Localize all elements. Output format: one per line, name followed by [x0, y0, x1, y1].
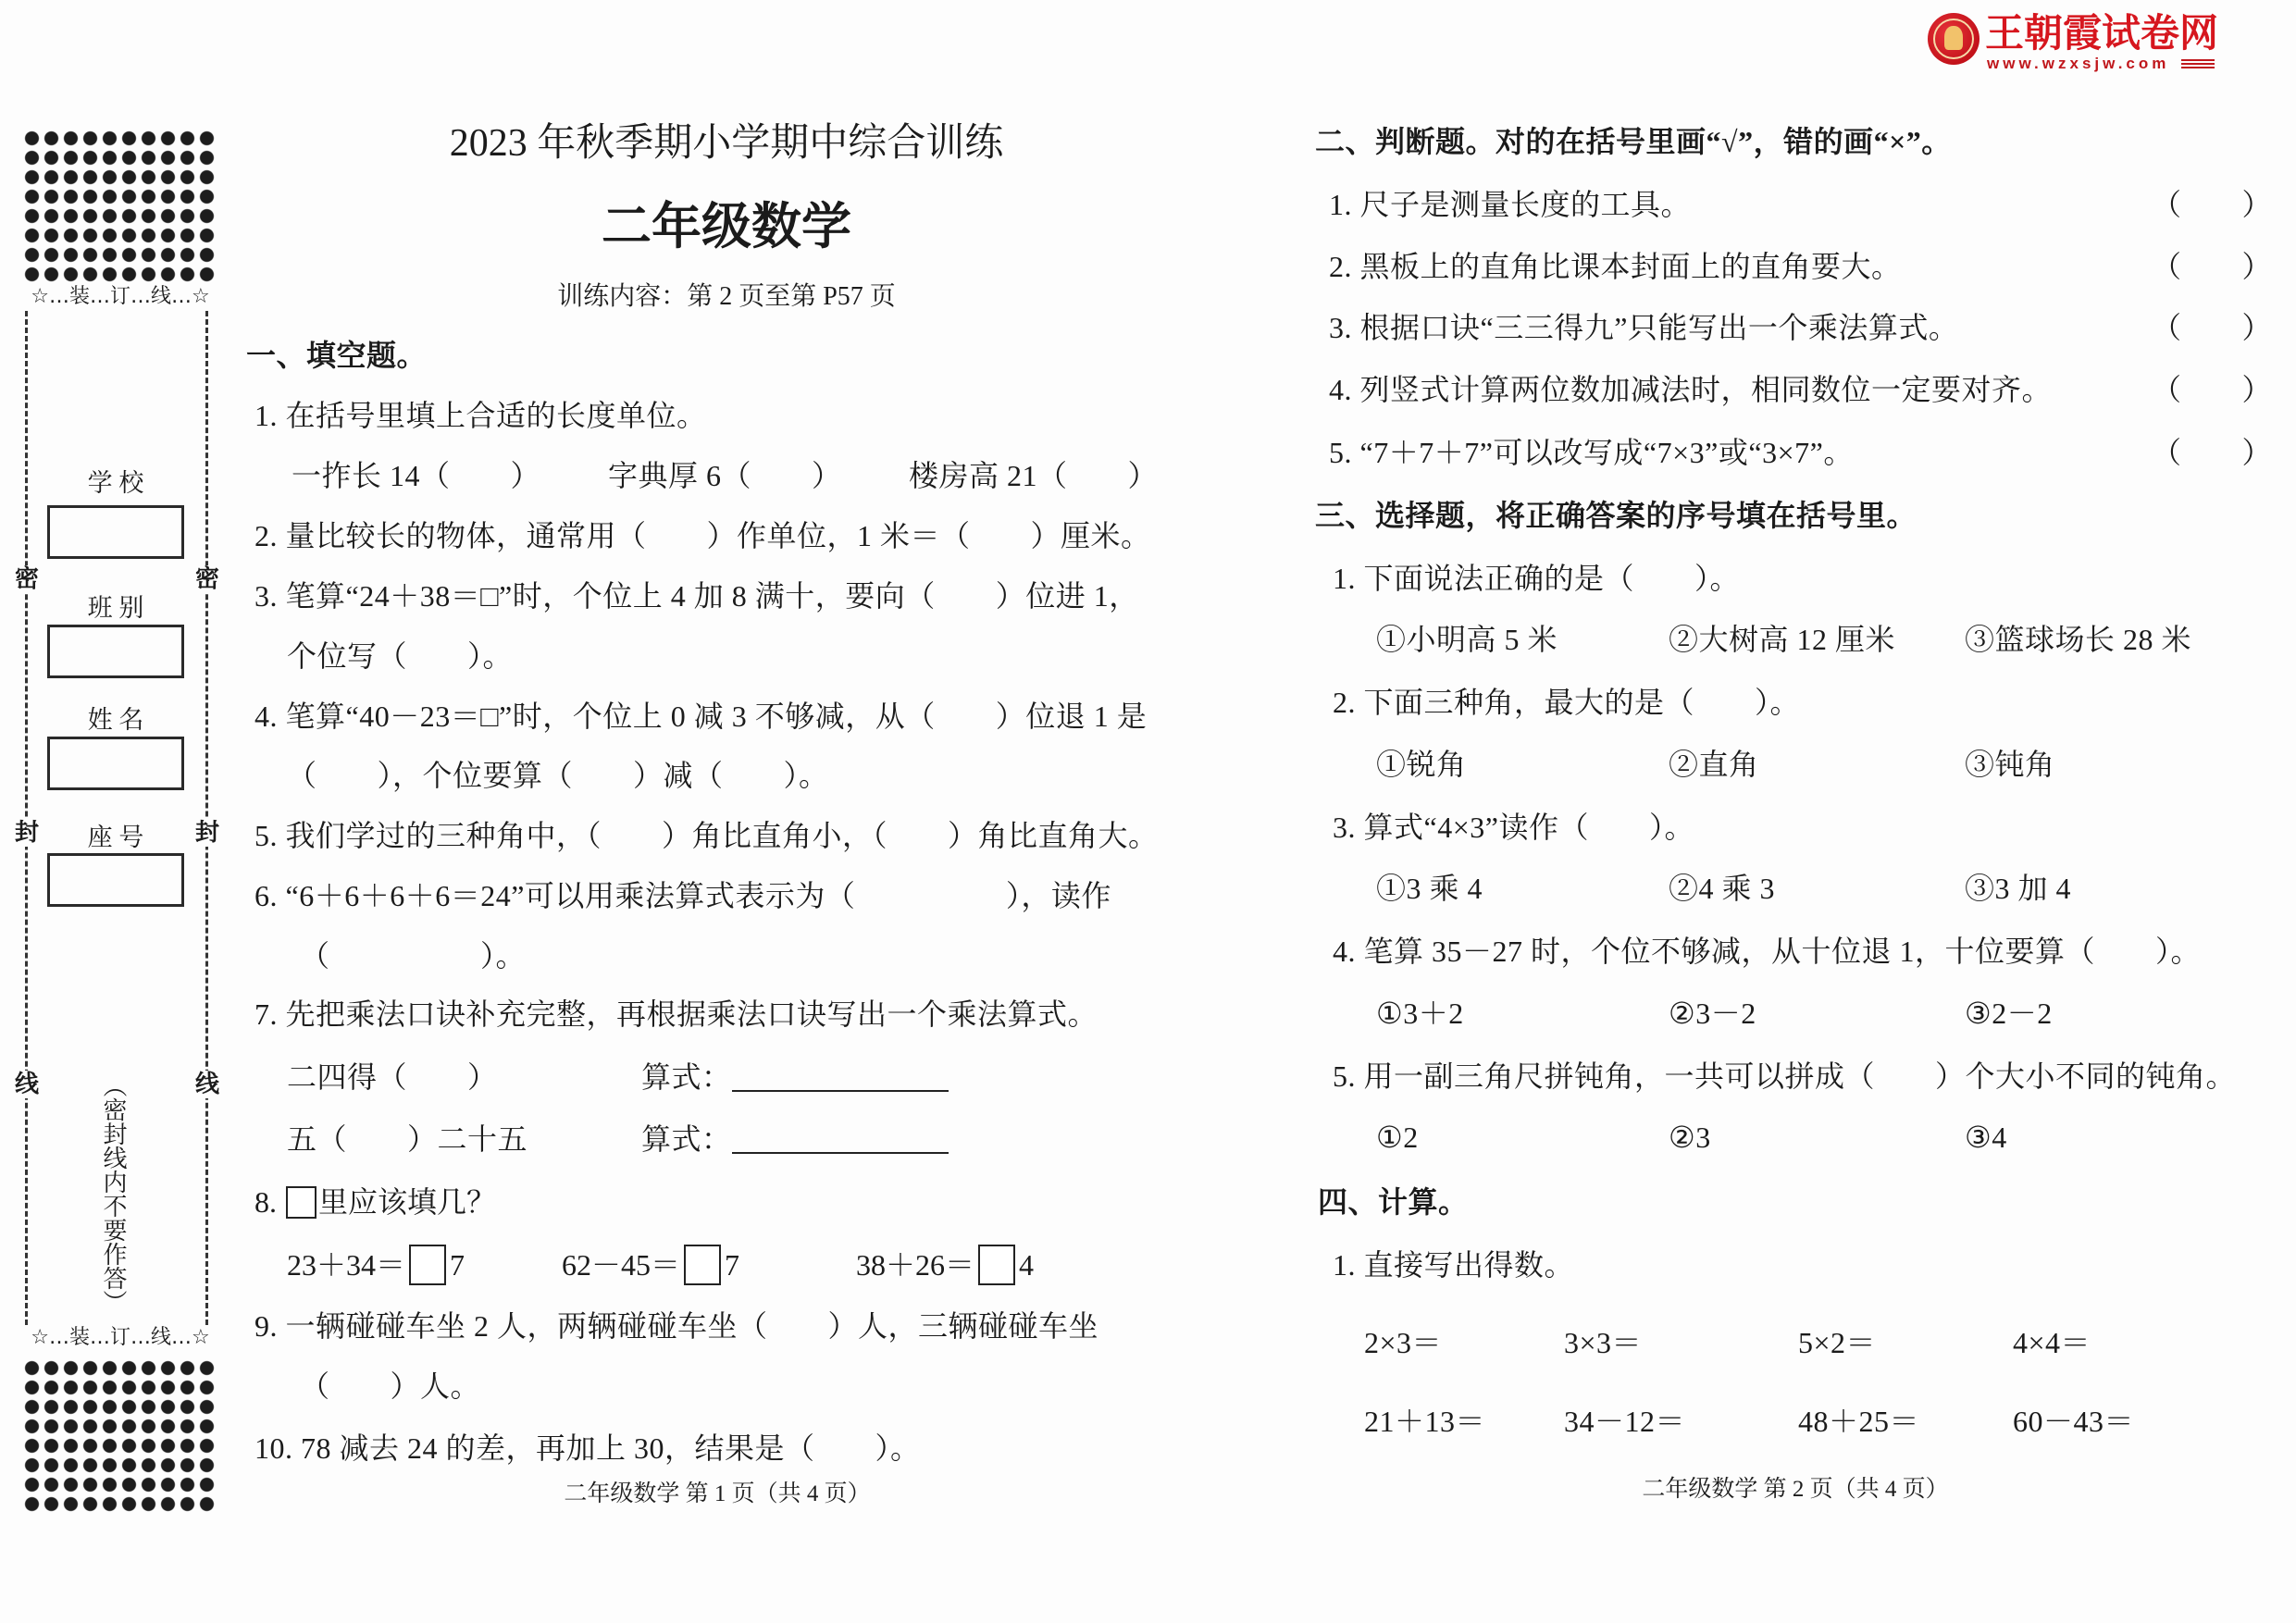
judgement-item-5: 5. “7＋7＋7”可以改写成“7×3”或“3×7”。	[1329, 436, 1854, 469]
question-5: 5. 我们学过的三种角中，（ ）角比直角小，（ ）角比直角大。	[254, 819, 1159, 852]
calc-row-1-item-1: 2×3＝	[1364, 1326, 1443, 1359]
question-3-line-1: 3. 笔算“24＋38＝□”时，个位上 4 加 8 满十，要向（ ）位进 1，	[254, 579, 1139, 613]
section-heading-true-false: 二、判断题。对的在括号里画“√”，错的画“×”。	[1315, 125, 1952, 158]
calc-row-1-item-3: 5×2＝	[1798, 1326, 1877, 1359]
question-7-formula-label-2: 算式：	[641, 1122, 732, 1156]
site-logo	[1928, 11, 2224, 72]
choice-question-2-option-1: ①锐角	[1376, 748, 1467, 781]
question-1-part-b: 字典厚 6（ ）	[608, 459, 842, 492]
judgement-item-4: 4. 列竖式计算两位数加减法时，相同数位一定要对齐。	[1329, 373, 2053, 406]
choice-question-5-option-1: ①2	[1376, 1121, 1419, 1154]
question-8-stem	[254, 1183, 496, 1220]
field-label-school: 学 校	[87, 469, 144, 497]
field-label-name: 姓 名	[87, 706, 144, 734]
calc-row-2-item-1: 21＋13＝	[1364, 1405, 1486, 1438]
judgement-item-3: 3. 根据口诀“三三得九”只能写出一个乘法算式。	[1329, 311, 1959, 344]
question-4-line-2: （ ），个位要算（ ）减（ ）。	[287, 759, 829, 792]
question-8-item-2-before: 62－45＝	[562, 1248, 681, 1282]
binding-dots-top	[22, 129, 217, 284]
question-7-formula-label-1: 算式：	[641, 1060, 732, 1094]
seal-notice: （密封线内不要作答）	[100, 1073, 127, 1314]
calc-row-2-item-2: 34－12＝	[1564, 1405, 1686, 1438]
binding-dashed-line-left	[25, 311, 28, 1325]
logo-stripes-icon	[2181, 59, 2215, 69]
choice-question-1-option-2: ②大树高 12 厘米	[1669, 623, 1896, 656]
section-heading-fill-blank: 一、填空题。	[246, 339, 428, 372]
logo-emblem-figure	[1944, 26, 1963, 50]
question-8-item-1-box	[409, 1245, 446, 1285]
field-box-name	[47, 737, 184, 790]
question-1-part-a: 一拃长 14（ ）	[292, 459, 541, 492]
choice-question-4-stem: 4. 笔算 35－27 时，个位不够减，从十位退 1，十位要算（ ）。	[1333, 935, 2202, 968]
calc-row-2-item-3: 48＋25＝	[1798, 1405, 1920, 1438]
question-8-item-3-box	[978, 1245, 1015, 1285]
choice-question-1-stem: 1. 下面说法正确的是（ ）。	[1333, 562, 1741, 595]
logo-emblem-icon	[1928, 13, 1980, 65]
question-6-line-2: （ ）。	[300, 939, 527, 973]
question-8-item-3-after: 4	[1019, 1248, 1035, 1282]
question-8-square-icon	[286, 1186, 316, 1219]
page-footer-1: 二年级数学 第 1 页（共 4 页）	[564, 1481, 871, 1506]
question-9-line-1: 9. 一辆碰碰车坐 2 人，两辆碰碰车坐（ ）人，三辆碰碰车坐	[254, 1309, 1099, 1343]
question-8-item-1-before: 23＋34＝	[287, 1248, 406, 1282]
field-label-seat: 座 号	[87, 824, 144, 851]
choice-question-2-option-3: ③钝角	[1965, 748, 2055, 781]
calculation-question-1-stem: 1. 直接写出得数。	[1333, 1248, 1575, 1282]
seal-char-mi-right: 密	[192, 565, 222, 593]
exam-title: 2023 年秋季期小学期中综合训练	[449, 122, 1004, 165]
calc-row-2-item-4: 60－43＝	[2013, 1405, 2135, 1438]
seal-char-feng-left: 封	[12, 819, 42, 847]
choice-question-5-option-3: ③4	[1965, 1121, 2007, 1154]
question-8-item-2	[562, 1245, 739, 1285]
choice-question-4-option-2: ②3－2	[1669, 997, 1756, 1030]
question-1-stem: 1. 在括号里填上合适的长度单位。	[254, 399, 707, 432]
choice-question-3-option-3: ③3 加 4	[1965, 872, 2072, 905]
question-7-answer-line-2	[732, 1152, 949, 1154]
logo-brand-name: 王朝霞试卷网	[1985, 10, 2219, 56]
field-box-school	[47, 505, 184, 559]
choice-question-5-option-2: ②3	[1669, 1121, 1711, 1154]
binding-star-line-top: ☆…装…订…线…☆	[31, 285, 210, 308]
choice-question-2-option-2: ②直角	[1669, 748, 1759, 781]
field-box-class	[47, 625, 184, 678]
field-label-class: 班 别	[87, 594, 144, 622]
question-7-mnemonic-2: 五（ ）二十五	[287, 1122, 528, 1156]
question-2: 2. 量比较长的物体，通常用（ ）作单位，1 米＝（ ）厘米。	[254, 519, 1151, 552]
judgement-blank-3: （ ）	[2152, 311, 2273, 344]
binding-dots-bottom	[22, 1358, 217, 1514]
page-footer-2: 二年级数学 第 2 页（共 4 页）	[1642, 1477, 1949, 1502]
judgement-blank-5: （ ）	[2152, 436, 2273, 469]
question-8-number: 8.	[254, 1185, 277, 1219]
question-8-item-3-before: 38＋26＝	[856, 1248, 975, 1282]
judgement-item-1: 1. 尺子是测量长度的工具。	[1329, 188, 1692, 221]
judgement-blank-4: （ ）	[2152, 373, 2273, 406]
choice-question-5-stem: 5. 用一副三角尺拼钝角，一共可以拼成（ ）个大小不同的钝角。	[1333, 1059, 2237, 1093]
question-7-answer-line-1	[732, 1090, 949, 1092]
judgement-item-2: 2. 黑板上的直角比课本封面上的直角要大。	[1329, 250, 1902, 283]
choice-question-1-option-3: ③篮球场长 28 米	[1965, 623, 2192, 656]
binding-dashed-line-right	[205, 311, 208, 1325]
binding-star-line-bottom: ☆…装…订…线…☆	[31, 1326, 210, 1349]
question-8-text: 里应该填几？	[318, 1185, 497, 1219]
question-10: 10. 78 减去 24 的差，再加上 30，结果是（ ）。	[254, 1431, 921, 1465]
logo-url: www.wzxsjw.com	[1987, 55, 2170, 72]
seal-char-feng-right: 封	[192, 819, 222, 847]
judgement-blank-1: （ ）	[2152, 188, 2273, 221]
question-8-item-1	[287, 1245, 465, 1285]
choice-question-2-stem: 2. 下面三种角，最大的是（ ）。	[1333, 686, 1801, 719]
choice-question-4-option-1: ①3＋2	[1376, 997, 1464, 1030]
question-7-stem: 7. 先把乘法口诀补充完整，再根据乘法口诀写出一个乘法算式。	[254, 997, 1098, 1031]
exam-subject: 二年级数学	[602, 199, 851, 254]
question-4-line-1: 4. 笔算“40－23＝□”时，个位上 0 减 3 不够减，从（ ）位退 1 是	[254, 700, 1148, 733]
question-3-line-2: 个位写（ ）。	[287, 639, 514, 673]
section-heading-calculation: 四、计算。	[1318, 1185, 1469, 1219]
calc-row-1-item-4: 4×4＝	[2013, 1326, 2091, 1359]
exam-scope: 训练内容：第 2 页至第 P57 页	[557, 282, 896, 311]
calc-row-1-item-2: 3×3＝	[1564, 1326, 1643, 1359]
question-7-mnemonic-1: 二四得（ ）	[287, 1060, 498, 1094]
choice-question-3-stem: 3. 算式“4×3”读作（ ）。	[1333, 811, 1694, 844]
question-8-item-2-after: 7	[725, 1248, 740, 1282]
question-8-item-2-box	[684, 1245, 721, 1285]
field-box-seat	[47, 853, 184, 907]
choice-question-4-option-3: ③2－2	[1965, 997, 2053, 1030]
question-8-item-1-after: 7	[450, 1248, 465, 1282]
question-1-part-c: 楼房高 21（ ）	[909, 459, 1159, 492]
question-9-line-2: （ ）人。	[300, 1369, 481, 1403]
question-6-line-1: 6. “6＋6＋6＋6＝24”可以用乘法算式表示为（ ），读作	[254, 879, 1111, 912]
section-heading-multiple-choice: 三、选择题，将正确答案的序号填在括号里。	[1315, 499, 1917, 532]
choice-question-3-option-2: ②4 乘 3	[1669, 872, 1776, 905]
seal-char-xian-left: 线	[12, 1071, 42, 1098]
choice-question-1-option-1: ①小明高 5 米	[1376, 623, 1558, 656]
seal-char-mi-left: 密	[12, 565, 42, 593]
judgement-blank-2: （ ）	[2152, 250, 2273, 283]
seal-char-xian-right: 线	[192, 1071, 222, 1098]
choice-question-3-option-1: ①3 乘 4	[1376, 872, 1483, 905]
question-8-item-3	[856, 1245, 1034, 1285]
